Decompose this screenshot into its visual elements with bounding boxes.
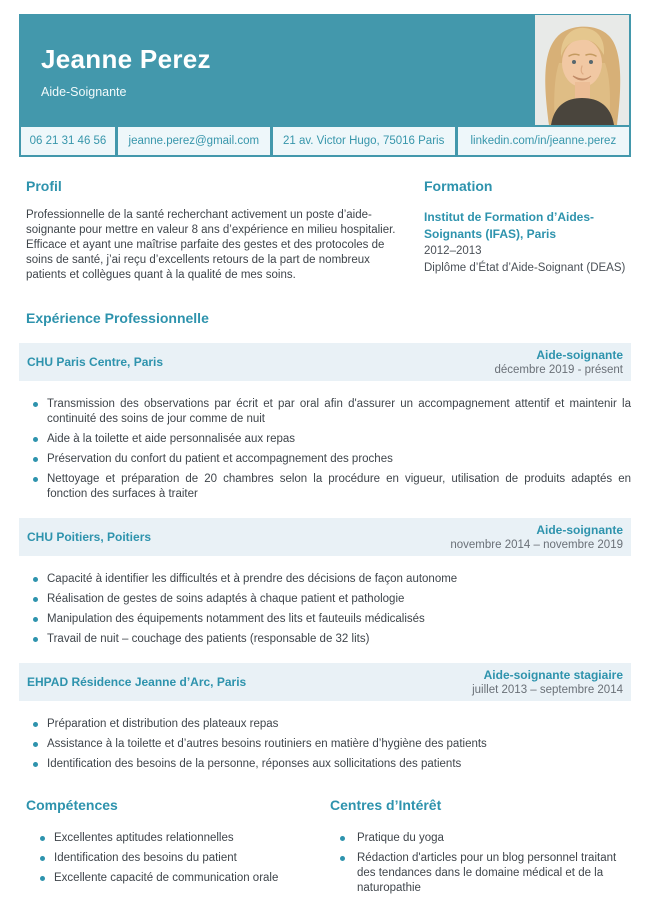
job-header-band [19, 343, 631, 381]
job-bullet-list [19, 397, 631, 502]
job-header-band [19, 518, 631, 556]
job-entry [19, 343, 631, 502]
skills-interests-section [19, 797, 631, 901]
person-job-title: Aide-Soignante [41, 85, 127, 99]
job-dates: juillet 2013 – septembre 2014 [472, 683, 623, 696]
job-bullet-list [19, 572, 631, 647]
cv-body [19, 178, 631, 901]
contact-address: 21 av. Victor Hugo, 75016 Paris [273, 127, 455, 155]
job-bullet: Réalisation de gestes de soins adaptés à chaque patient et pathologie [19, 592, 631, 607]
job-bullet: Transmission des observations par écrit et par oral afin d'assurer un accompagnement attentif et maintenir la continuité des soins de jour comme de nuit [19, 397, 631, 427]
job-role: Aide-soignante [536, 347, 623, 362]
skill-item: Identification des besoins du patient [26, 851, 311, 866]
job-role-block [495, 348, 624, 377]
profile-column [19, 178, 400, 283]
profile-formation-section [19, 178, 631, 283]
portrait-illustration [535, 15, 629, 125]
formation-school: Institut de Formation d’Aides-Soignants (IFAS), Paris [424, 210, 594, 241]
job-bullet: Identification des besoins de la personne, réponses aux sollicitations des patients [19, 757, 631, 772]
interest-item: Pratique du yoga [330, 831, 631, 846]
header [19, 14, 631, 157]
job-role-block [472, 668, 623, 697]
job-company: CHU Poitiers, Poitiers [27, 530, 152, 544]
profile-photo [535, 15, 629, 125]
job-dates: novembre 2014 – novembre 2019 [450, 538, 623, 551]
person-name: Jeanne Perez [41, 44, 211, 74]
job-bullet: Aide à la toilette et aide personnalisée aux repas [19, 432, 631, 447]
contact-bar [21, 127, 629, 155]
job-role-block [450, 523, 623, 552]
job-role: Aide-soignante stagiaire [483, 667, 623, 682]
formation-heading: Formation [424, 178, 493, 194]
profile-text: Professionnelle de la santé recherchant activement un poste d’aide-soignante pour mettre en valeur 8 ans d’expérience en milieu hospitalier. Efficace et ayant une maîtrise parfaite des gestes et des protocoles de soins de santé, j’ai reçu d’excellents retours de la part de nombreux patients et collègues quant à la qualité de mes soins. [26, 209, 396, 281]
skills-list [26, 831, 311, 886]
job-entry [19, 663, 631, 772]
profile-heading: Profil [26, 178, 62, 194]
formation-column [424, 178, 631, 283]
job-bullet-list [19, 717, 631, 772]
job-bullet: Manipulation des équipements notamment des lits et fauteuils médicalisés [19, 612, 631, 627]
skill-item: Excellente capacité de communication orale [26, 871, 311, 886]
job-dates: décembre 2019 - présent [494, 363, 623, 376]
formation-years: 2012–2013 [424, 245, 482, 257]
contact-phone: 06 21 31 46 56 [21, 127, 115, 155]
job-bullet: Préparation et distribution des plateaux repas [19, 717, 631, 732]
job-bullet: Travail de nuit – couchage des patients (responsable de 32 lits) [19, 632, 631, 647]
job-header-band [19, 663, 631, 701]
job-role: Aide-soignante [536, 522, 623, 537]
header-top [21, 14, 629, 125]
contact-email[interactable]: jeanne.perez@gmail.com [118, 127, 270, 155]
interest-item: Rédaction d'articles pour un blog personnel traitant des tendances dans le domaine médical et de la naturopathie [330, 851, 631, 896]
skills-heading: Compétences [26, 797, 118, 813]
job-bullet: Capacité à identifier les difficultés et à prendre des décisions de façon autonome [19, 572, 631, 587]
interests-list [330, 831, 631, 896]
formation-degree: Diplôme d’État d’Aide-Soignant (DEAS) [424, 262, 626, 274]
skill-item: Excellentes aptitudes relationnelles [26, 831, 311, 846]
skills-column [19, 797, 311, 901]
job-entry [19, 518, 631, 647]
job-company: EHPAD Résidence Jeanne d’Arc, Paris [27, 675, 247, 689]
contact-linkedin[interactable]: linkedin.com/in/jeanne.perez [458, 127, 629, 155]
job-bullet: Assistance à la toilette et d’autres besoins routiniers en matière d’hygiène des patients [19, 737, 631, 752]
job-bullet: Préservation du confort du patient et accompagnement des proches [19, 452, 631, 467]
interests-column [330, 797, 631, 901]
experience-section [19, 310, 631, 772]
job-bullet: Nettoyage et préparation de 20 chambres selon la procédure en vigueur, utilisation de produits adaptés en fonction des surfaces à traiter [19, 472, 631, 502]
job-company: CHU Paris Centre, Paris [27, 355, 164, 369]
interests-heading: Centres d’Intérêt [330, 797, 442, 813]
experience-heading: Expérience Professionnelle [26, 310, 209, 326]
